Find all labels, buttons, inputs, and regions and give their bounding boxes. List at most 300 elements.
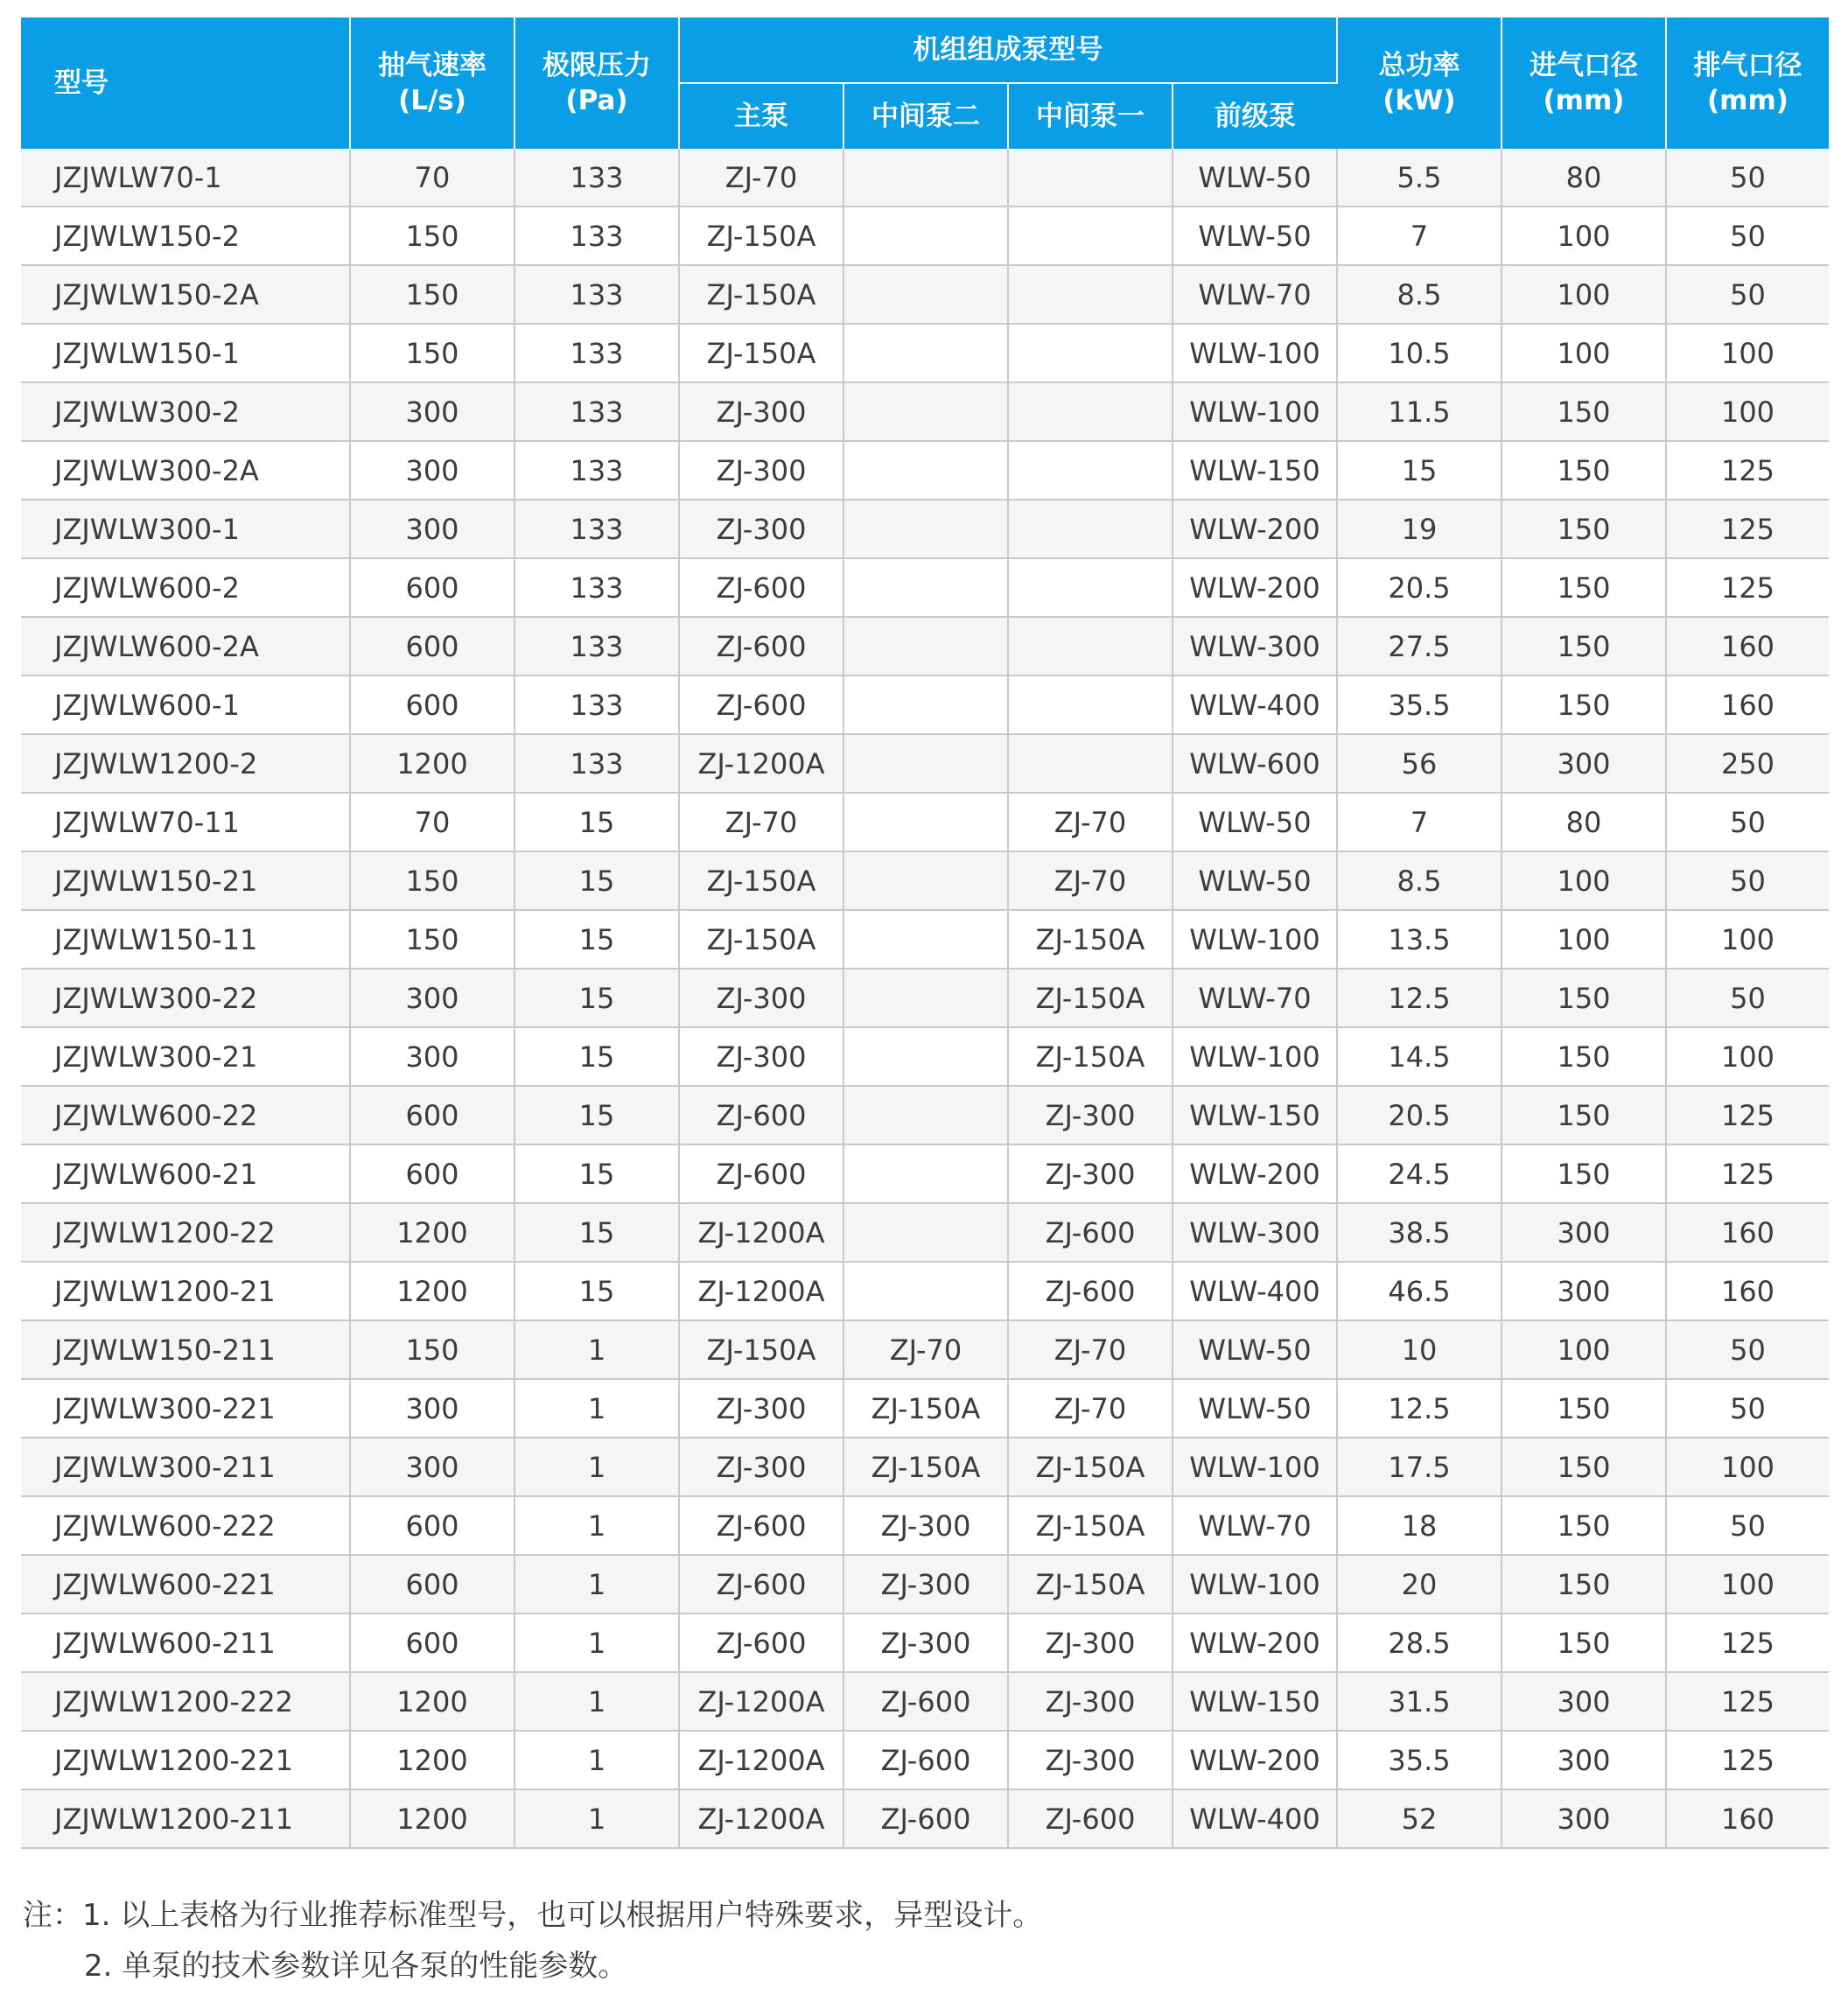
cell-mid-pump-1: ZJ-150A <box>1008 1555 1172 1614</box>
cell-speed: 600 <box>350 1555 514 1614</box>
cell-pressure: 15 <box>514 1262 679 1320</box>
cell-outlet: 125 <box>1666 1086 1829 1144</box>
cell-pressure: 133 <box>514 382 679 441</box>
cell-pressure: 15 <box>514 851 679 910</box>
table-row <box>21 1379 1829 1438</box>
cell-mid-pump-2 <box>844 910 1008 969</box>
cell-mid-pump-1 <box>1008 382 1172 441</box>
cell-speed: 1200 <box>350 1672 514 1731</box>
cell-inlet: 100 <box>1502 324 1666 382</box>
cell-backing-pump: WLW-300 <box>1172 617 1337 676</box>
cell-inlet: 300 <box>1502 1262 1666 1320</box>
cell-pressure: 1 <box>514 1496 679 1555</box>
cell-inlet: 300 <box>1502 1203 1666 1262</box>
cell-mid-pump-1 <box>1008 617 1172 676</box>
table-row <box>21 969 1829 1027</box>
cell-main-pump: ZJ-600 <box>679 558 844 617</box>
header-model <box>21 18 350 149</box>
cell-inlet: 80 <box>1502 149 1666 206</box>
cell-mid-pump-2: ZJ-70 <box>844 1320 1008 1379</box>
cell-mid-pump-2 <box>844 558 1008 617</box>
cell-model: JZJWLW300-21 <box>21 1027 350 1086</box>
cell-mid-pump-2: ZJ-600 <box>844 1789 1008 1848</box>
cell-backing-pump: WLW-200 <box>1172 1144 1337 1203</box>
cell-main-pump: ZJ-300 <box>679 441 844 500</box>
cell-mid-pump-2 <box>844 1203 1008 1262</box>
cell-inlet: 150 <box>1502 676 1666 734</box>
cell-pressure: 15 <box>514 969 679 1027</box>
cell-backing-pump: WLW-400 <box>1172 1262 1337 1320</box>
cell-pressure: 1 <box>514 1731 679 1789</box>
cell-power: 38.5 <box>1337 1203 1502 1262</box>
cell-mid-pump-1: ZJ-300 <box>1008 1614 1172 1672</box>
cell-speed: 300 <box>350 1438 514 1496</box>
header-mid-pump-1: 中间泵一 <box>1008 83 1172 149</box>
cell-outlet: 100 <box>1666 1027 1829 1086</box>
cell-model: JZJWLW300-2 <box>21 382 350 441</box>
cell-backing-pump: WLW-200 <box>1172 1731 1337 1789</box>
cell-backing-pump: WLW-100 <box>1172 1555 1337 1614</box>
cell-mid-pump-1 <box>1008 206 1172 265</box>
cell-backing-pump: WLW-300 <box>1172 1203 1337 1262</box>
cell-main-pump: ZJ-1200A <box>679 1672 844 1731</box>
cell-pressure: 1 <box>514 1320 679 1379</box>
table-row <box>21 382 1829 441</box>
cell-speed: 300 <box>350 969 514 1027</box>
cell-outlet: 125 <box>1666 1144 1829 1203</box>
table-body <box>21 149 1829 1848</box>
table-row <box>21 617 1829 676</box>
cell-mid-pump-1 <box>1008 265 1172 324</box>
table-row <box>21 1555 1829 1614</box>
table-row <box>21 793 1829 851</box>
cell-model: JZJWLW600-222 <box>21 1496 350 1555</box>
table-row <box>21 1438 1829 1496</box>
cell-backing-pump: WLW-50 <box>1172 851 1337 910</box>
cell-main-pump: ZJ-600 <box>679 676 844 734</box>
cell-mid-pump-2 <box>844 1144 1008 1203</box>
cell-outlet: 125 <box>1666 1614 1829 1672</box>
cell-mid-pump-1: ZJ-300 <box>1008 1086 1172 1144</box>
cell-power: 19 <box>1337 500 1502 558</box>
cell-power: 12.5 <box>1337 969 1502 1027</box>
cell-inlet: 100 <box>1502 265 1666 324</box>
cell-speed: 600 <box>350 676 514 734</box>
cell-mid-pump-2 <box>844 500 1008 558</box>
table-row <box>21 1144 1829 1203</box>
cell-main-pump: ZJ-1200A <box>679 1203 844 1262</box>
cell-speed: 1200 <box>350 1203 514 1262</box>
cell-power: 11.5 <box>1337 382 1502 441</box>
cell-main-pump: ZJ-1200A <box>679 734 844 793</box>
cell-mid-pump-1: ZJ-600 <box>1008 1203 1172 1262</box>
cell-mid-pump-2 <box>844 441 1008 500</box>
cell-speed: 600 <box>350 1496 514 1555</box>
cell-inlet: 100 <box>1502 1320 1666 1379</box>
cell-speed: 70 <box>350 149 514 206</box>
cell-model: JZJWLW1200-2 <box>21 734 350 793</box>
cell-outlet: 125 <box>1666 1731 1829 1789</box>
cell-speed: 1200 <box>350 1262 514 1320</box>
cell-mid-pump-1 <box>1008 734 1172 793</box>
cell-backing-pump: WLW-50 <box>1172 206 1337 265</box>
cell-pressure: 133 <box>514 617 679 676</box>
cell-pressure: 15 <box>514 910 679 969</box>
cell-mid-pump-2 <box>844 382 1008 441</box>
cell-mid-pump-1 <box>1008 324 1172 382</box>
cell-backing-pump: WLW-50 <box>1172 1379 1337 1438</box>
cell-model: JZJWLW600-221 <box>21 1555 350 1614</box>
cell-outlet: 100 <box>1666 1438 1829 1496</box>
cell-power: 14.5 <box>1337 1027 1502 1086</box>
cell-model: JZJWLW1200-21 <box>21 1262 350 1320</box>
cell-model: JZJWLW600-22 <box>21 1086 350 1144</box>
table-row <box>21 149 1829 206</box>
cell-mid-pump-1 <box>1008 500 1172 558</box>
cell-power: 35.5 <box>1337 676 1502 734</box>
header-unit-group: 机组组成泵型号 <box>679 18 1337 83</box>
cell-power: 13.5 <box>1337 910 1502 969</box>
cell-backing-pump: WLW-70 <box>1172 969 1337 1027</box>
cell-pressure: 133 <box>514 149 679 206</box>
cell-power: 7 <box>1337 793 1502 851</box>
cell-inlet: 150 <box>1502 1438 1666 1496</box>
table-row <box>21 1614 1829 1672</box>
cell-main-pump: ZJ-300 <box>679 969 844 1027</box>
cell-main-pump: ZJ-150A <box>679 324 844 382</box>
header-backing-pump: 前级泵 <box>1172 83 1337 149</box>
cell-speed: 1200 <box>350 734 514 793</box>
cell-mid-pump-2: ZJ-300 <box>844 1496 1008 1555</box>
cell-backing-pump: WLW-400 <box>1172 676 1337 734</box>
cell-model: JZJWLW1200-221 <box>21 1731 350 1789</box>
cell-speed: 150 <box>350 1320 514 1379</box>
cell-mid-pump-1: ZJ-70 <box>1008 851 1172 910</box>
cell-speed: 300 <box>350 1027 514 1086</box>
cell-outlet: 125 <box>1666 441 1829 500</box>
cell-pressure: 133 <box>514 676 679 734</box>
cell-power: 28.5 <box>1337 1614 1502 1672</box>
cell-mid-pump-1: ZJ-600 <box>1008 1789 1172 1848</box>
cell-outlet: 160 <box>1666 1789 1829 1848</box>
cell-inlet: 150 <box>1502 1086 1666 1144</box>
cell-pressure: 133 <box>514 558 679 617</box>
cell-mid-pump-2: ZJ-300 <box>844 1555 1008 1614</box>
table-row <box>21 910 1829 969</box>
table-row <box>21 206 1829 265</box>
cell-mid-pump-2 <box>844 1086 1008 1144</box>
cell-mid-pump-1: ZJ-150A <box>1008 910 1172 969</box>
header-row-top <box>21 18 1829 83</box>
cell-inlet: 100 <box>1502 910 1666 969</box>
cell-inlet: 300 <box>1502 734 1666 793</box>
cell-main-pump: ZJ-300 <box>679 1438 844 1496</box>
cell-pressure: 1 <box>514 1555 679 1614</box>
cell-model: JZJWLW300-1 <box>21 500 350 558</box>
cell-main-pump: ZJ-150A <box>679 851 844 910</box>
cell-mid-pump-2 <box>844 969 1008 1027</box>
cell-model: JZJWLW600-1 <box>21 676 350 734</box>
cell-backing-pump: WLW-200 <box>1172 500 1337 558</box>
cell-outlet: 50 <box>1666 149 1829 206</box>
cell-main-pump: ZJ-600 <box>679 1144 844 1203</box>
cell-mid-pump-2: ZJ-150A <box>844 1379 1008 1438</box>
header-mid-pump-2: 中间泵二 <box>844 83 1008 149</box>
cell-backing-pump: WLW-150 <box>1172 441 1337 500</box>
cell-power: 8.5 <box>1337 851 1502 910</box>
cell-main-pump: ZJ-600 <box>679 1555 844 1614</box>
cell-model: JZJWLW300-22 <box>21 969 350 1027</box>
notes <box>23 1890 1042 1992</box>
cell-outlet: 50 <box>1666 206 1829 265</box>
cell-inlet: 150 <box>1502 1027 1666 1086</box>
cell-power: 20 <box>1337 1555 1502 1614</box>
cell-backing-pump: WLW-100 <box>1172 324 1337 382</box>
cell-pressure: 15 <box>514 1086 679 1144</box>
cell-model: JZJWLW70-1 <box>21 149 350 206</box>
note-2: 2. 单泵的技术参数详见各泵的性能参数。 <box>84 1949 628 1984</box>
header-pressure-unit: (Pa) <box>565 85 628 116</box>
cell-mid-pump-1 <box>1008 149 1172 206</box>
cell-outlet: 50 <box>1666 265 1829 324</box>
cell-power: 20.5 <box>1337 1086 1502 1144</box>
cell-outlet: 160 <box>1666 676 1829 734</box>
cell-backing-pump: WLW-150 <box>1172 1672 1337 1731</box>
cell-mid-pump-2 <box>844 617 1008 676</box>
cell-model: JZJWLW300-211 <box>21 1438 350 1496</box>
cell-backing-pump: WLW-50 <box>1172 793 1337 851</box>
cell-outlet: 160 <box>1666 617 1829 676</box>
cell-mid-pump-2 <box>844 1027 1008 1086</box>
cell-main-pump: ZJ-300 <box>679 382 844 441</box>
cell-main-pump: ZJ-1200A <box>679 1731 844 1789</box>
cell-power: 7 <box>1337 206 1502 265</box>
cell-mid-pump-2 <box>844 265 1008 324</box>
cell-pressure: 15 <box>514 793 679 851</box>
cell-main-pump: ZJ-150A <box>679 910 844 969</box>
cell-speed: 150 <box>350 324 514 382</box>
cell-backing-pump: WLW-100 <box>1172 1438 1337 1496</box>
cell-outlet: 160 <box>1666 1203 1829 1262</box>
table-row <box>21 265 1829 324</box>
cell-main-pump: ZJ-1200A <box>679 1262 844 1320</box>
cell-mid-pump-1 <box>1008 441 1172 500</box>
cell-power: 15 <box>1337 441 1502 500</box>
cell-outlet: 100 <box>1666 1555 1829 1614</box>
cell-power: 24.5 <box>1337 1144 1502 1203</box>
cell-backing-pump: WLW-400 <box>1172 1789 1337 1848</box>
cell-inlet: 300 <box>1502 1789 1666 1848</box>
header-power-label: 总功率 <box>1378 50 1460 81</box>
cell-mid-pump-1: ZJ-150A <box>1008 1496 1172 1555</box>
cell-speed: 600 <box>350 1144 514 1203</box>
cell-backing-pump: WLW-100 <box>1172 1027 1337 1086</box>
cell-outlet: 250 <box>1666 734 1829 793</box>
cell-outlet: 125 <box>1666 500 1829 558</box>
header-power <box>1337 18 1502 149</box>
cell-mid-pump-2: ZJ-600 <box>844 1731 1008 1789</box>
header-power-unit: (kW) <box>1382 85 1456 116</box>
cell-mid-pump-2: ZJ-300 <box>844 1614 1008 1672</box>
cell-inlet: 100 <box>1502 851 1666 910</box>
cell-speed: 150 <box>350 265 514 324</box>
cell-speed: 70 <box>350 793 514 851</box>
cell-power: 46.5 <box>1337 1262 1502 1320</box>
table-row <box>21 1262 1829 1320</box>
header-inlet <box>1502 18 1666 149</box>
cell-mid-pump-2 <box>844 149 1008 206</box>
cell-main-pump: ZJ-150A <box>679 1320 844 1379</box>
cell-mid-pump-2 <box>844 324 1008 382</box>
cell-outlet: 160 <box>1666 1262 1829 1320</box>
cell-model: JZJWLW150-21 <box>21 851 350 910</box>
header-inlet-unit: (mm) <box>1543 85 1625 116</box>
cell-power: 20.5 <box>1337 558 1502 617</box>
cell-mid-pump-2 <box>844 851 1008 910</box>
cell-pressure: 133 <box>514 324 679 382</box>
cell-main-pump: ZJ-600 <box>679 1614 844 1672</box>
header-outlet-unit: (mm) <box>1707 85 1788 116</box>
table-row <box>21 441 1829 500</box>
cell-backing-pump: WLW-50 <box>1172 1320 1337 1379</box>
cell-mid-pump-1 <box>1008 676 1172 734</box>
cell-power: 52 <box>1337 1789 1502 1848</box>
table-row <box>21 1789 1829 1848</box>
cell-pressure: 133 <box>514 441 679 500</box>
cell-mid-pump-1: ZJ-600 <box>1008 1262 1172 1320</box>
cell-mid-pump-2 <box>844 734 1008 793</box>
cell-mid-pump-2: ZJ-600 <box>844 1672 1008 1731</box>
cell-speed: 150 <box>350 206 514 265</box>
table-row <box>21 676 1829 734</box>
cell-inlet: 300 <box>1502 1672 1666 1731</box>
cell-inlet: 150 <box>1502 1496 1666 1555</box>
table-row <box>21 1203 1829 1262</box>
cell-main-pump: ZJ-300 <box>679 1379 844 1438</box>
cell-inlet: 80 <box>1502 793 1666 851</box>
cell-speed: 300 <box>350 1379 514 1438</box>
cell-inlet: 150 <box>1502 1614 1666 1672</box>
cell-pressure: 133 <box>514 500 679 558</box>
header-speed <box>350 18 514 149</box>
cell-mid-pump-1: ZJ-300 <box>1008 1731 1172 1789</box>
cell-mid-pump-2 <box>844 1262 1008 1320</box>
cell-model: JZJWLW150-211 <box>21 1320 350 1379</box>
cell-speed: 600 <box>350 617 514 676</box>
cell-outlet: 50 <box>1666 1379 1829 1438</box>
cell-outlet: 50 <box>1666 1320 1829 1379</box>
cell-outlet: 50 <box>1666 969 1829 1027</box>
cell-speed: 600 <box>350 558 514 617</box>
cell-backing-pump: WLW-150 <box>1172 1086 1337 1144</box>
cell-model: JZJWLW150-2 <box>21 206 350 265</box>
cell-backing-pump: WLW-600 <box>1172 734 1337 793</box>
cell-pressure: 15 <box>514 1027 679 1086</box>
cell-mid-pump-1: ZJ-300 <box>1008 1144 1172 1203</box>
cell-model: JZJWLW1200-22 <box>21 1203 350 1262</box>
cell-pressure: 15 <box>514 1144 679 1203</box>
header-speed-unit: (L/s) <box>398 85 466 116</box>
cell-mid-pump-2: ZJ-150A <box>844 1438 1008 1496</box>
spec-table <box>21 18 1829 1849</box>
cell-main-pump: ZJ-150A <box>679 206 844 265</box>
cell-power: 31.5 <box>1337 1672 1502 1731</box>
header-inlet-label: 进气口径 <box>1530 50 1638 81</box>
cell-pressure: 1 <box>514 1379 679 1438</box>
cell-inlet: 150 <box>1502 441 1666 500</box>
cell-pressure: 133 <box>514 265 679 324</box>
cell-backing-pump: WLW-50 <box>1172 149 1337 206</box>
cell-power: 10 <box>1337 1320 1502 1379</box>
cell-main-pump: ZJ-150A <box>679 265 844 324</box>
cell-main-pump: ZJ-300 <box>679 500 844 558</box>
cell-model: JZJWLW150-11 <box>21 910 350 969</box>
cell-speed: 150 <box>350 910 514 969</box>
table-row <box>21 1672 1829 1731</box>
cell-power: 27.5 <box>1337 617 1502 676</box>
cell-backing-pump: WLW-70 <box>1172 1496 1337 1555</box>
table-row <box>21 851 1829 910</box>
cell-main-pump: ZJ-600 <box>679 617 844 676</box>
cell-main-pump: ZJ-300 <box>679 1027 844 1086</box>
cell-inlet: 150 <box>1502 500 1666 558</box>
cell-model: JZJWLW150-1 <box>21 324 350 382</box>
table-row <box>21 500 1829 558</box>
cell-model: JZJWLW600-2 <box>21 558 350 617</box>
header-pressure-label: 极限压力 <box>542 50 651 81</box>
cell-outlet: 50 <box>1666 851 1829 910</box>
cell-model: JZJWLW600-211 <box>21 1614 350 1672</box>
cell-mid-pump-2 <box>844 676 1008 734</box>
cell-model: JZJWLW300-2A <box>21 441 350 500</box>
cell-outlet: 125 <box>1666 558 1829 617</box>
header-main-pump: 主泵 <box>679 83 844 149</box>
cell-power: 5.5 <box>1337 149 1502 206</box>
cell-backing-pump: WLW-200 <box>1172 1614 1337 1672</box>
cell-mid-pump-1: ZJ-150A <box>1008 969 1172 1027</box>
cell-pressure: 15 <box>514 1203 679 1262</box>
cell-model: JZJWLW600-21 <box>21 1144 350 1203</box>
table-row <box>21 1731 1829 1789</box>
cell-power: 18 <box>1337 1496 1502 1555</box>
cell-power: 10.5 <box>1337 324 1502 382</box>
cell-model: JZJWLW1200-222 <box>21 1672 350 1731</box>
cell-outlet: 100 <box>1666 324 1829 382</box>
header-outlet-label: 排气口径 <box>1693 50 1802 81</box>
cell-power: 56 <box>1337 734 1502 793</box>
table-row <box>21 1086 1829 1144</box>
table-row <box>21 1027 1829 1086</box>
note-1: 注：1. 以上表格为行业推荐标准型号，也可以根据用户特殊要求，异型设计。 <box>23 1898 1043 1933</box>
cell-speed: 300 <box>350 441 514 500</box>
cell-backing-pump: WLW-70 <box>1172 265 1337 324</box>
cell-inlet: 300 <box>1502 1731 1666 1789</box>
cell-mid-pump-1: ZJ-70 <box>1008 1379 1172 1438</box>
cell-main-pump: ZJ-70 <box>679 149 844 206</box>
cell-model: JZJWLW1200-211 <box>21 1789 350 1848</box>
cell-speed: 300 <box>350 382 514 441</box>
cell-power: 12.5 <box>1337 1379 1502 1438</box>
cell-main-pump: ZJ-600 <box>679 1086 844 1144</box>
cell-speed: 1200 <box>350 1789 514 1848</box>
cell-main-pump: ZJ-70 <box>679 793 844 851</box>
table-row <box>21 1496 1829 1555</box>
cell-backing-pump: WLW-200 <box>1172 558 1337 617</box>
cell-backing-pump: WLW-100 <box>1172 382 1337 441</box>
cell-mid-pump-1: ZJ-300 <box>1008 1672 1172 1731</box>
cell-model: JZJWLW150-2A <box>21 265 350 324</box>
cell-inlet: 100 <box>1502 206 1666 265</box>
